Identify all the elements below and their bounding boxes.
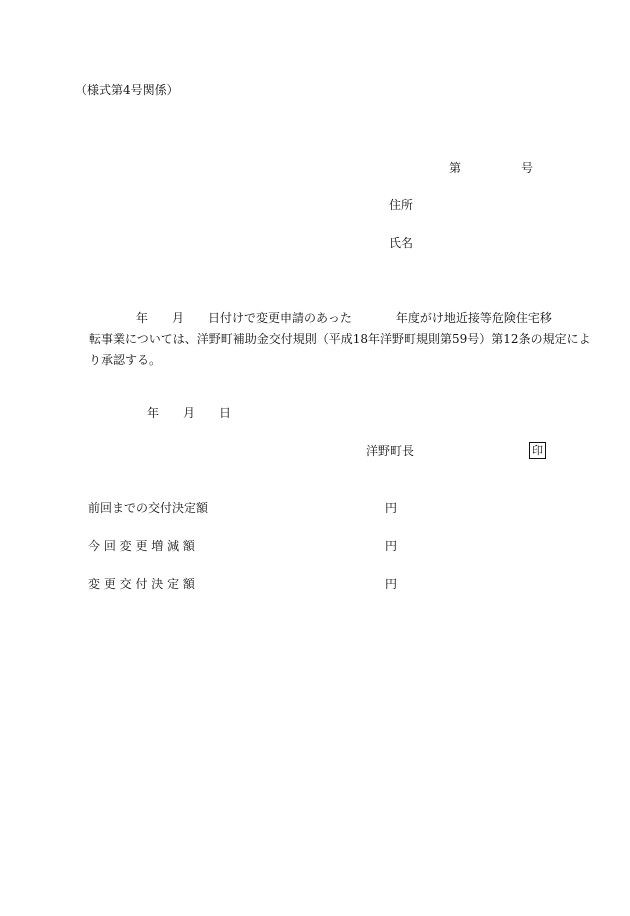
amount-label-previous: 前回までの交付決定額 [88, 501, 209, 515]
body-line-3: り承認する。 [89, 353, 162, 367]
body-line-2: 転事業については、洋野町補助金交付規則（平成18年洋野町規則第59号）第12条の規定によ [89, 332, 591, 346]
number-prefix: 第 [449, 161, 462, 175]
issue-date-day: 日 [219, 406, 232, 420]
body-paragraph [89, 308, 591, 371]
number-suffix: 号 [521, 161, 534, 175]
address-label: 住所 [389, 198, 414, 212]
date-ref-day-suffix: 日付けで変更申請のあった [208, 311, 352, 325]
form-reference: （様式第4号関係） [75, 83, 179, 97]
body-line-1 [89, 308, 561, 329]
issuer-title: 洋野町長 [366, 444, 415, 458]
date-ref-fiscal-year: 年度がけ地近接等危険住宅移 [395, 311, 552, 325]
seal-mark: 印 [529, 442, 546, 459]
issue-date-month: 月 [183, 406, 196, 420]
amount-label-new: 変 更 交 付 決 定 額 [88, 577, 195, 591]
amount-label-change: 今 回 変 更 増 減 額 [88, 539, 195, 553]
date-ref-year: 年 [136, 311, 149, 325]
issue-date-year: 年 [147, 406, 160, 420]
date-ref-month: 月 [172, 311, 185, 325]
name-label: 氏名 [389, 236, 414, 250]
amount-unit-new: 円 [385, 577, 398, 591]
amount-unit-change: 円 [385, 539, 398, 553]
amount-unit-previous: 円 [385, 501, 398, 515]
